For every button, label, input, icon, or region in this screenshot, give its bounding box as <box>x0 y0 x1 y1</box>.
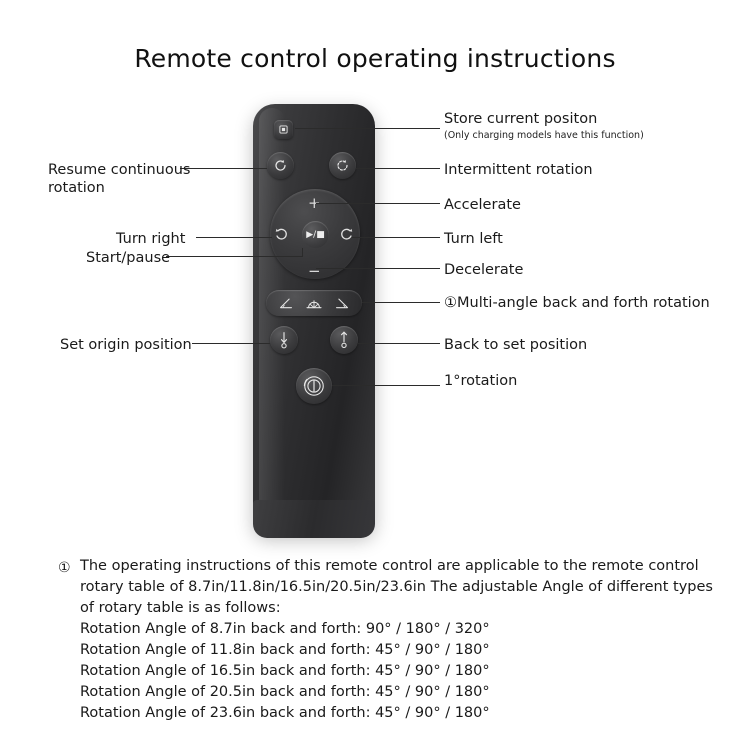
leader-line-onedegree <box>332 385 440 386</box>
callout-decelerate: Decelerate <box>444 262 524 278</box>
back-to-set-position-button[interactable] <box>330 326 358 354</box>
play-pause-button[interactable]: ▶/■ <box>302 221 329 248</box>
arrow-up-from-point-icon <box>336 331 352 349</box>
set-origin-button[interactable] <box>270 326 298 354</box>
footnote-line: Rotation Angle of 8.7in back and forth: 90° / 180° / 320° <box>80 621 490 638</box>
leader-line-startpause <box>166 256 302 257</box>
rotate-right-icon <box>338 226 354 242</box>
footnote-paragraph: The operating instructions of this remote control are applicable to the remote control rotary table of 8.7in/11.8in/16.5in/20.5in/23.6in The adjustable Angle of different types of rotary table is as follows: <box>80 558 713 617</box>
arrow-down-to-point-icon <box>276 331 292 349</box>
footnote-line: Rotation Angle of 16.5in back and forth: 45° / 90° / 180° <box>80 663 490 680</box>
rotate-left-icon <box>274 226 290 242</box>
accelerate-button[interactable]: + <box>308 194 321 212</box>
decelerate-button[interactable]: − <box>308 262 321 280</box>
circular-arrow-icon <box>273 158 288 173</box>
leader-line-startpause-vertical <box>302 248 303 257</box>
resume-rotation-button[interactable] <box>267 152 294 179</box>
leader-line-multi <box>362 302 440 303</box>
leader-line-backset <box>358 343 440 344</box>
leader-line-accelerate <box>316 203 440 204</box>
footnote-line: Rotation Angle of 20.5in back and forth: 45° / 90° / 180° <box>80 684 490 701</box>
callout-one-degree-rotation: 1°rotation <box>444 373 518 389</box>
angle-left-icon <box>278 296 294 310</box>
leader-line-store <box>295 128 440 129</box>
callout-turn-right: Turn right <box>116 231 186 247</box>
callout-resume-rotation: Resume continuous rotation <box>48 162 191 197</box>
callout-turn-left: Turn left <box>444 231 503 247</box>
concentric-rings-icon <box>302 374 326 398</box>
callout-start-pause: Start/pause <box>86 250 171 266</box>
leader-line-intermittent <box>356 168 440 169</box>
callout-store-position: Store current positon <box>444 111 598 127</box>
footnote-line: Rotation Angle of 11.8in back and forth: 45° / 90° / 180° <box>80 642 490 659</box>
footnote <box>58 556 718 724</box>
remote-control-bottom <box>253 500 375 538</box>
angle-right-icon <box>334 296 350 310</box>
footnote-marker: ① <box>58 560 71 576</box>
multi-angle-button[interactable] <box>266 290 362 316</box>
intermittent-rotation-button[interactable] <box>329 152 356 179</box>
callout-intermittent-rotation: Intermittent rotation <box>444 162 593 178</box>
callout-store-position-note: (Only charging models have this function) <box>444 130 644 141</box>
footnote-lines <box>80 619 718 724</box>
page-title: Remote control operating instructions <box>134 44 616 73</box>
one-degree-rotation-button[interactable] <box>296 368 332 404</box>
fan-angle-icon <box>305 296 323 310</box>
turn-right-button[interactable] <box>274 226 290 246</box>
store-position-button[interactable] <box>274 120 293 139</box>
callout-multi-angle: ①Multi-angle back and forth rotation <box>444 295 710 311</box>
footnote-line: Rotation Angle of 23.6in back and forth: 45° / 90° / 180° <box>80 705 490 722</box>
turn-left-button[interactable] <box>338 226 354 246</box>
leader-line-origin <box>192 343 270 344</box>
dashed-circular-arrow-icon <box>335 158 350 173</box>
callout-set-origin-position: Set origin position <box>60 337 192 353</box>
callout-back-to-set-position: Back to set position <box>444 337 588 353</box>
leader-line-turnright <box>196 237 272 238</box>
callout-accelerate: Accelerate <box>444 197 521 213</box>
leader-line-decelerate <box>316 268 440 269</box>
leader-line-turnleft <box>352 237 440 238</box>
